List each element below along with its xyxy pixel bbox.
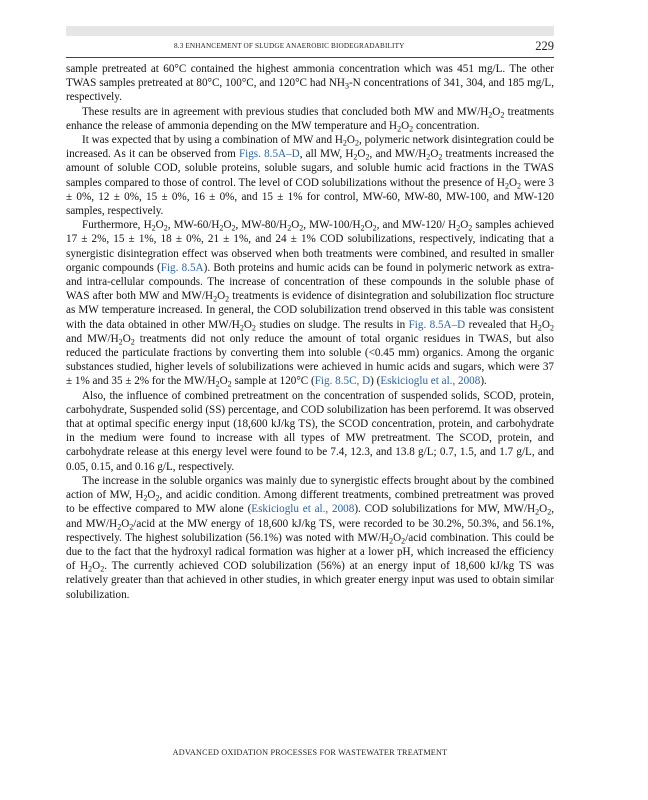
text-run: , and MW/H (66, 503, 554, 530)
text-run: O (217, 290, 226, 303)
text-run: sample pretreated at 60°C contained the highest ammonia concentration which was 451 mg/L. The other TWAS samples pretreated at 80°C, 100°C, and 120°C had NH (66, 63, 554, 90)
citation-link[interactable]: Fig. 8.5A–D (408, 318, 466, 331)
text-run: ). COD solubilizations for MW, MW/H (354, 503, 536, 516)
subscript: 2 (535, 507, 540, 517)
subscript: 2 (438, 152, 443, 162)
subscript: 2 (299, 223, 304, 233)
text-run: O (346, 134, 355, 147)
subscript: 2 (251, 323, 256, 333)
text-run: , MW-60/H (167, 219, 220, 232)
text-run: revealed that H (465, 318, 538, 331)
text-run: , and MW/H (369, 148, 427, 161)
subscript: 2 (239, 323, 244, 333)
text-run: O (401, 119, 410, 132)
text-run: O (122, 332, 131, 345)
text-run: , MW-100/H (303, 219, 361, 232)
text-run: O (291, 219, 300, 232)
citation-link[interactable]: Eskicioglu et al., 2008 (380, 375, 481, 388)
text-run: /acid at the MW energy of 18,600 kJ/kg TS, were recorded to be 30.2%, 50.3%, and 56.1%, respectively. The highest solubilization (56.1%) was noted with MW/H (66, 517, 554, 544)
paragraph (66, 133, 554, 218)
subscript: 2 (537, 323, 542, 333)
text-run: O (155, 219, 164, 232)
text-run: O (492, 105, 501, 118)
subscript: 2 (468, 223, 473, 233)
subscript: 2 (215, 379, 220, 389)
subscript: 2 (225, 294, 230, 304)
text-run: O (219, 375, 228, 388)
text-run: It was expected that by using a combination of MW and H (82, 134, 343, 147)
text-run: O (430, 148, 439, 161)
subscript: 3 (344, 81, 349, 91)
citation-link[interactable]: Fig. 8.5A (160, 261, 204, 274)
text-run: -N concentrations of 341, 304, and 185 mg/L, respectively. (66, 77, 554, 104)
text-run: O (460, 219, 469, 232)
text-run: ). Both proteins and humic acids can be found in polymeric network as extra- and intra-cellular compounds. The increase of concentration of these compounds in the soluble phase of WAS after both MW and MW/H (66, 261, 555, 303)
text-run: O (92, 560, 101, 573)
citation-link[interactable]: Eskicioglu et al., 2008 (251, 503, 355, 516)
text-run: , and acidic condition. Among different treatments, combined pretreatment was proved to be effective compared to MW alone ( (66, 489, 554, 516)
subscript: 2 (100, 564, 105, 574)
citation-link[interactable]: Fig. 8.5C, D (314, 375, 371, 388)
text-run: samples achieved 17 ± 2%, 15 ± 1%, 18 ± 0%, 21 ± 1%, and 24 ± 1% COD solubilizations, respectively, indicating that a synergistic disintegration effect was observed when both treatments were combined, and resulted in smaller organic compounds ( (66, 219, 554, 274)
text-run: treatments enhance the release of ammonia depending on the MW temperature and H (66, 105, 555, 132)
text-run: These results are in agreement with previous studies that concluded both MW and MW/H (82, 105, 489, 118)
subscript: 2 (163, 223, 168, 233)
subscript: 2 (354, 138, 359, 148)
subscript: 2 (342, 138, 347, 148)
text-run: concentration. (413, 119, 480, 132)
paragraph (66, 218, 554, 388)
paragraph (66, 62, 554, 105)
subscript: 2 (456, 223, 461, 233)
subscript: 2 (155, 493, 160, 503)
subscript: 2 (213, 294, 218, 304)
text-run: O (393, 531, 402, 544)
text-run: Furthermore, H (82, 219, 152, 232)
subscript: 2 (130, 337, 135, 347)
subscript: 2 (488, 110, 493, 120)
paragraph (66, 105, 554, 133)
subscript: 2 (88, 564, 93, 574)
text-run: O (541, 318, 550, 331)
text-run: O (121, 517, 130, 530)
subscript: 2 (151, 223, 156, 233)
text-run: were 3 ± 0%, 12 ± 0%, 15 ± 0%, 16 ± 0%, and 15 ± 1% for control, MW-60, MW-80, MW-100, and MW-120 samples, respectively. (66, 176, 554, 218)
subscript: 2 (227, 379, 232, 389)
text-run: , and MW-120/ H (376, 219, 457, 232)
paragraph (66, 474, 554, 602)
page-number: 229 (535, 39, 554, 53)
text-run: . The currently achieved COD solubilization (56%) at an energy input of 18,600 kJ/kg TS was relatively greater than that achieved in other studies, in which greater energy input was used to obtain similar solubilization. (66, 560, 554, 601)
text-run: studies on sludge. The results in (255, 318, 409, 331)
text-run: O (147, 489, 156, 502)
text-run: , all MW, H (299, 148, 354, 161)
text-run: and MW/H (66, 332, 119, 345)
text-run: sample at 120°C ( (231, 375, 315, 388)
text-run: ). (480, 375, 487, 388)
footer-title: ADVANCED OXIDATION PROCESSES FOR WASTEWATER TREATMENT (172, 748, 448, 757)
running-title: 8.3 ENHANCEMENT OF SLUDGE ANAEROBIC BIODEGRADABILITY (174, 42, 405, 50)
subscript: 2 (500, 110, 505, 120)
text-run: ) ( (370, 375, 381, 388)
paragraph (66, 389, 554, 474)
text-run: Also, the influence of combined pretreatment on the concentration of suspended solids, SCOD, protein, carbohydrate, Suspended solid (SS) percentage, and COD solubilization has been perforemd. It was observed that at optimal specific energy input (18,600 kJ/kg TS), the SCOD concentration, protein, and carbohydrate in the medium were found to increase with all types of MW pretreatment. The SCOD, protein, and carbohydrate release at this energy level were found to be 7.4, 12.3, and 13.8 g/L; 0.7, 1.5, and 1.7 g/L, and 0.05, 0.15, and 0.16 g/L, respectively. (66, 389, 554, 473)
text-run: O (357, 148, 366, 161)
subscript: 2 (287, 223, 292, 233)
header-rule (66, 57, 554, 58)
subscript: 2 (129, 521, 134, 531)
subscript: 2 (549, 323, 554, 333)
text-run: treatments did not only reduce the amount of total organic residues in TWAS, but also reduced the particulate fractions by converting them into soluble (<0.45 mm) organics. Among the organic substances studied, higher levels of solubilizations were achieved in humic acids and sugars, which were 37 ± 1% and 35 ± 2% for the MW/H (66, 332, 554, 388)
subscript: 2 (389, 536, 394, 546)
subscript: 2 (401, 536, 406, 546)
subscript: 2 (397, 124, 402, 134)
text-run: treatments increased the amount of soluble COD, soluble proteins, soluble sugars, and soluble humic acid fractions in the TWAS samples compared to those of control. The level of COD solubilizations without the presence of H (66, 148, 554, 189)
subscript: 2 (409, 124, 414, 134)
text-run: , MW-80/H (235, 219, 288, 232)
running-head (66, 39, 554, 53)
citation-link[interactable]: Figs. 8.5A–D (238, 148, 300, 161)
body-text (66, 62, 554, 602)
subscript: 2 (372, 223, 377, 233)
text-run: O (223, 219, 232, 232)
text-run: , polymeric network disintegration could be increased. As it can be observed from (66, 134, 555, 161)
text-run: treatments is evidence of disintegration and solubilization floc structure as MW temperature increased. In general, the COD solubilization trend observed in this table was consistent with the data obtained in other MW/H (66, 290, 554, 331)
subscript: 2 (143, 493, 148, 503)
subscript: 2 (117, 521, 122, 531)
text-run: O (364, 219, 373, 232)
subscript: 2 (517, 181, 522, 191)
text-run: O (509, 176, 518, 189)
subscript: 2 (547, 507, 552, 517)
subscript: 2 (353, 152, 358, 162)
subscript: 2 (365, 152, 370, 162)
header-bar (66, 26, 554, 36)
text-run: The increase in the soluble organics was mainly due to synergistic effects brought about by the combined action of MW, H (66, 474, 554, 502)
subscript: 2 (118, 337, 123, 347)
text-run: /acid combination. This could be due to the fact that the hydroxyl radical formation was higher at a lower pH, which increased the efficiency of H (66, 531, 554, 573)
text-run: O (243, 318, 252, 331)
subscript: 2 (219, 223, 224, 233)
text-run: O (539, 503, 548, 516)
subscript: 2 (504, 181, 509, 191)
subscript: 2 (231, 223, 236, 233)
subscript: 2 (426, 152, 431, 162)
subscript: 2 (360, 223, 365, 233)
